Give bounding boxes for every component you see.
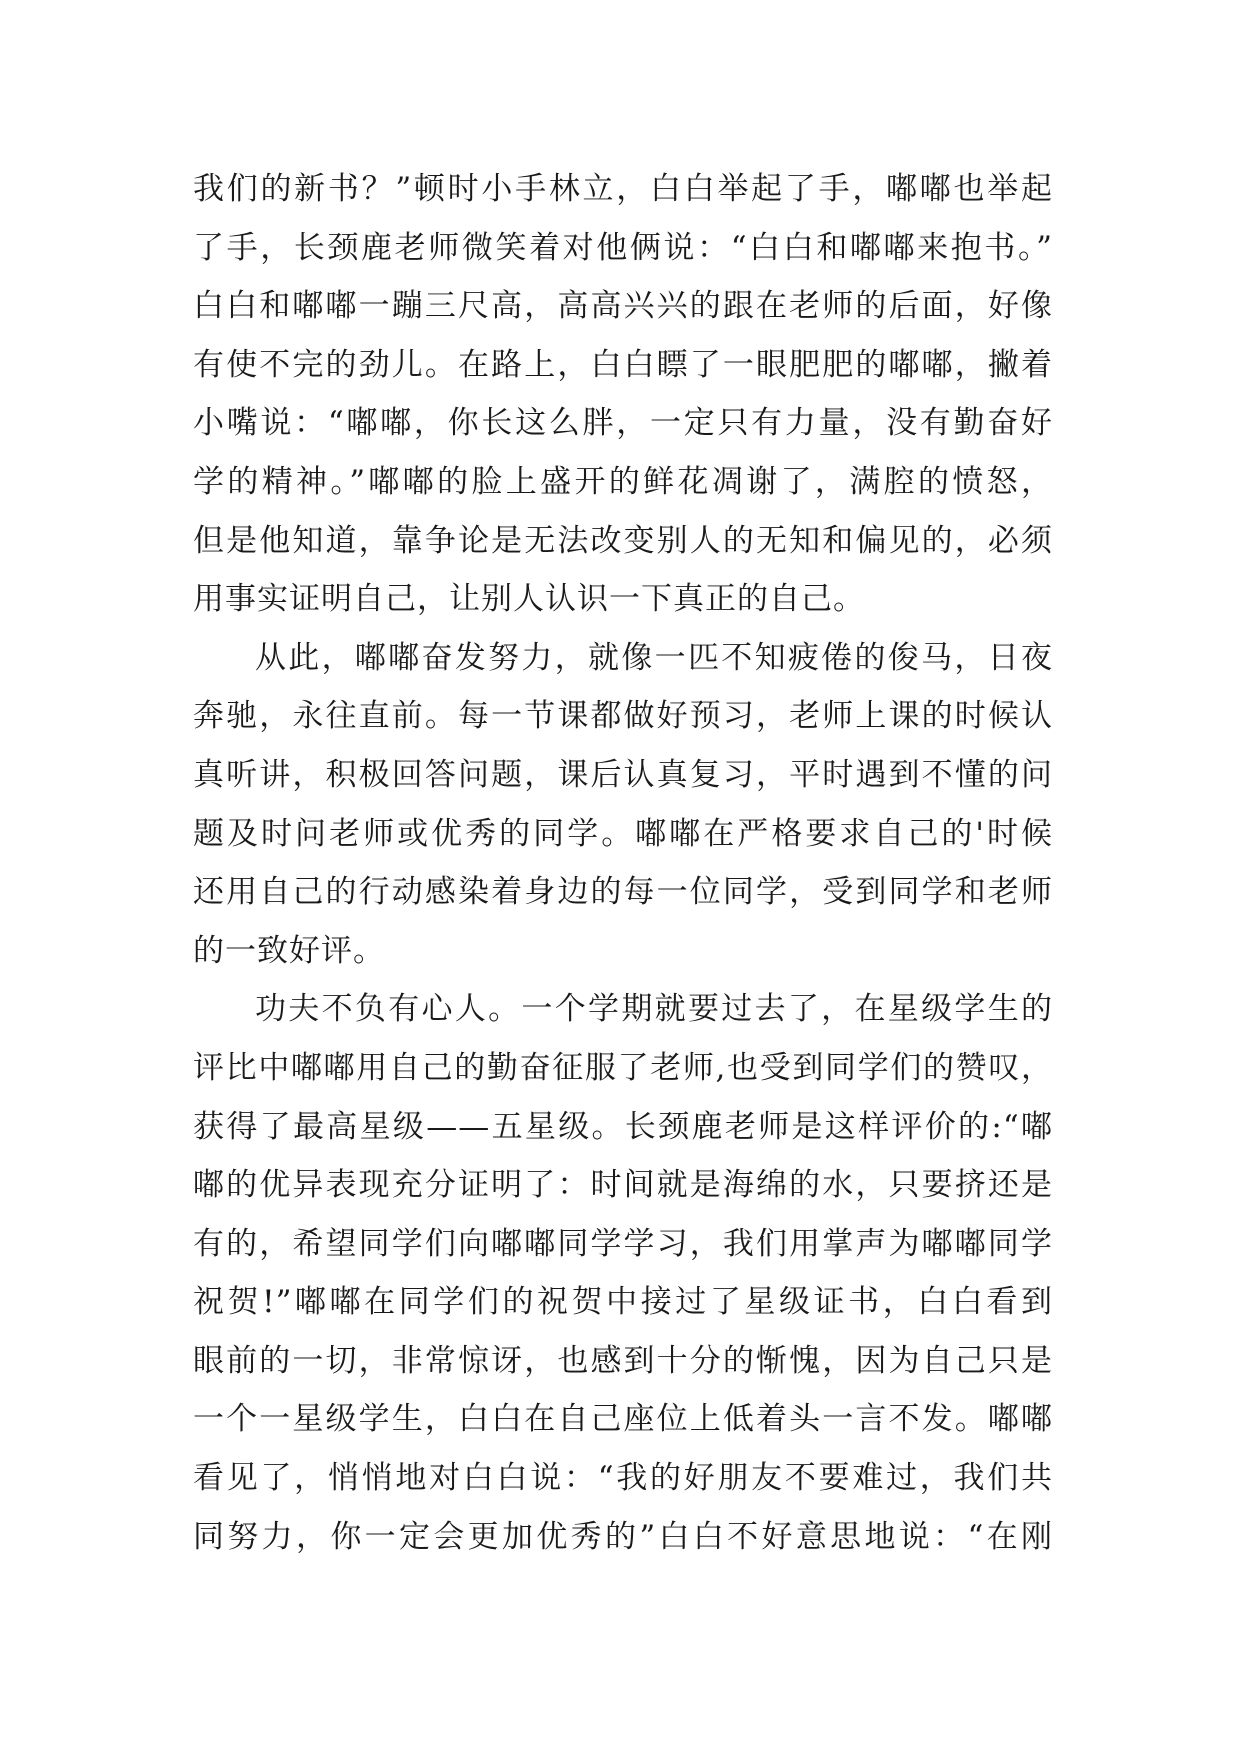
text-line: 我们的新书？”顿时小手林立，白白举起了手，嘟嘟也举起	[193, 171, 1053, 207]
text-line: 白白和嘟嘟一蹦三尺高，高高兴兴的跟在老师的后面，好像	[193, 288, 1053, 325]
text-line: 同努力，你一定会更加优秀的”白白不好意思地说：“在刚	[193, 1518, 1053, 1555]
text-line: 的一致好评。	[193, 932, 385, 969]
text-line: 嘟的优异表现充分证明了：时间就是海绵的水，只要挤还是	[193, 1167, 1053, 1204]
text-line: 从此，嘟嘟奋发努力，就像一匹不知疲倦的俊马，日夜	[255, 639, 1053, 676]
text-line: 了手，长颈鹿老师微笑着对他俩说：“白白和嘟嘟来抱书。”	[193, 229, 1053, 266]
text-line: 学的精神。”嘟嘟的脸上盛开的鲜花凋谢了，满腔的愤怒，	[193, 463, 1053, 500]
text-line: 真听讲，积极回答问题，课后认真复习，平时遇到不懂的问	[193, 756, 1053, 793]
text-line: 眼前的一切，非常惊讶，也感到十分的惭愧，因为自己只是	[193, 1342, 1053, 1379]
text-line: 小嘴说：“嘟嘟，你长这么胖，一定只有力量，没有勤奋好	[193, 405, 1053, 442]
body-text	[193, 160, 1053, 1566]
text-line: 获得了最高星级——五星级。长颈鹿老师是这样评价的:“嘟	[193, 1108, 1053, 1145]
text-line: 评比中嘟嘟用自己的勤奋征服了老师,也受到同学们的赞叹，	[193, 1049, 1053, 1086]
text-line: 一个一星级学生，白白在自己座位上低着头一言不发。嘟嘟	[193, 1401, 1053, 1438]
text-line: 有的，希望同学们向嘟嘟同学学习，我们用掌声为嘟嘟同学	[193, 1225, 1053, 1262]
text-line: 功夫不负有心人。一个学期就要过去了，在星级学生的	[255, 991, 1053, 1028]
text-line: 祝贺!”嘟嘟在同学们的祝贺中接过了星级证书，白白看到	[193, 1284, 1053, 1321]
text-line: 还用自己的行动感染着身边的每一位同学，受到同学和老师	[193, 874, 1053, 911]
text-line: 有使不完的劲儿。在路上，白白瞟了一眼肥肥的嘟嘟，撇着	[193, 346, 1053, 383]
text-line: 用事实证明自己，让别人认识一下真正的自己。	[193, 581, 865, 618]
text-line: 看见了，悄悄地对白白说：“我的好朋友不要难过，我们共	[193, 1460, 1053, 1497]
text-line: 题及时问老师或优秀的同学。嘟嘟在严格要求自己的'时候	[193, 815, 1053, 852]
text-line: 但是他知道，靠争论是无法改变别人的无知和偏见的，必须	[193, 522, 1053, 559]
text-line: 奔驰，永往直前。每一节课都做好预习，老师上课的时候认	[193, 698, 1053, 735]
